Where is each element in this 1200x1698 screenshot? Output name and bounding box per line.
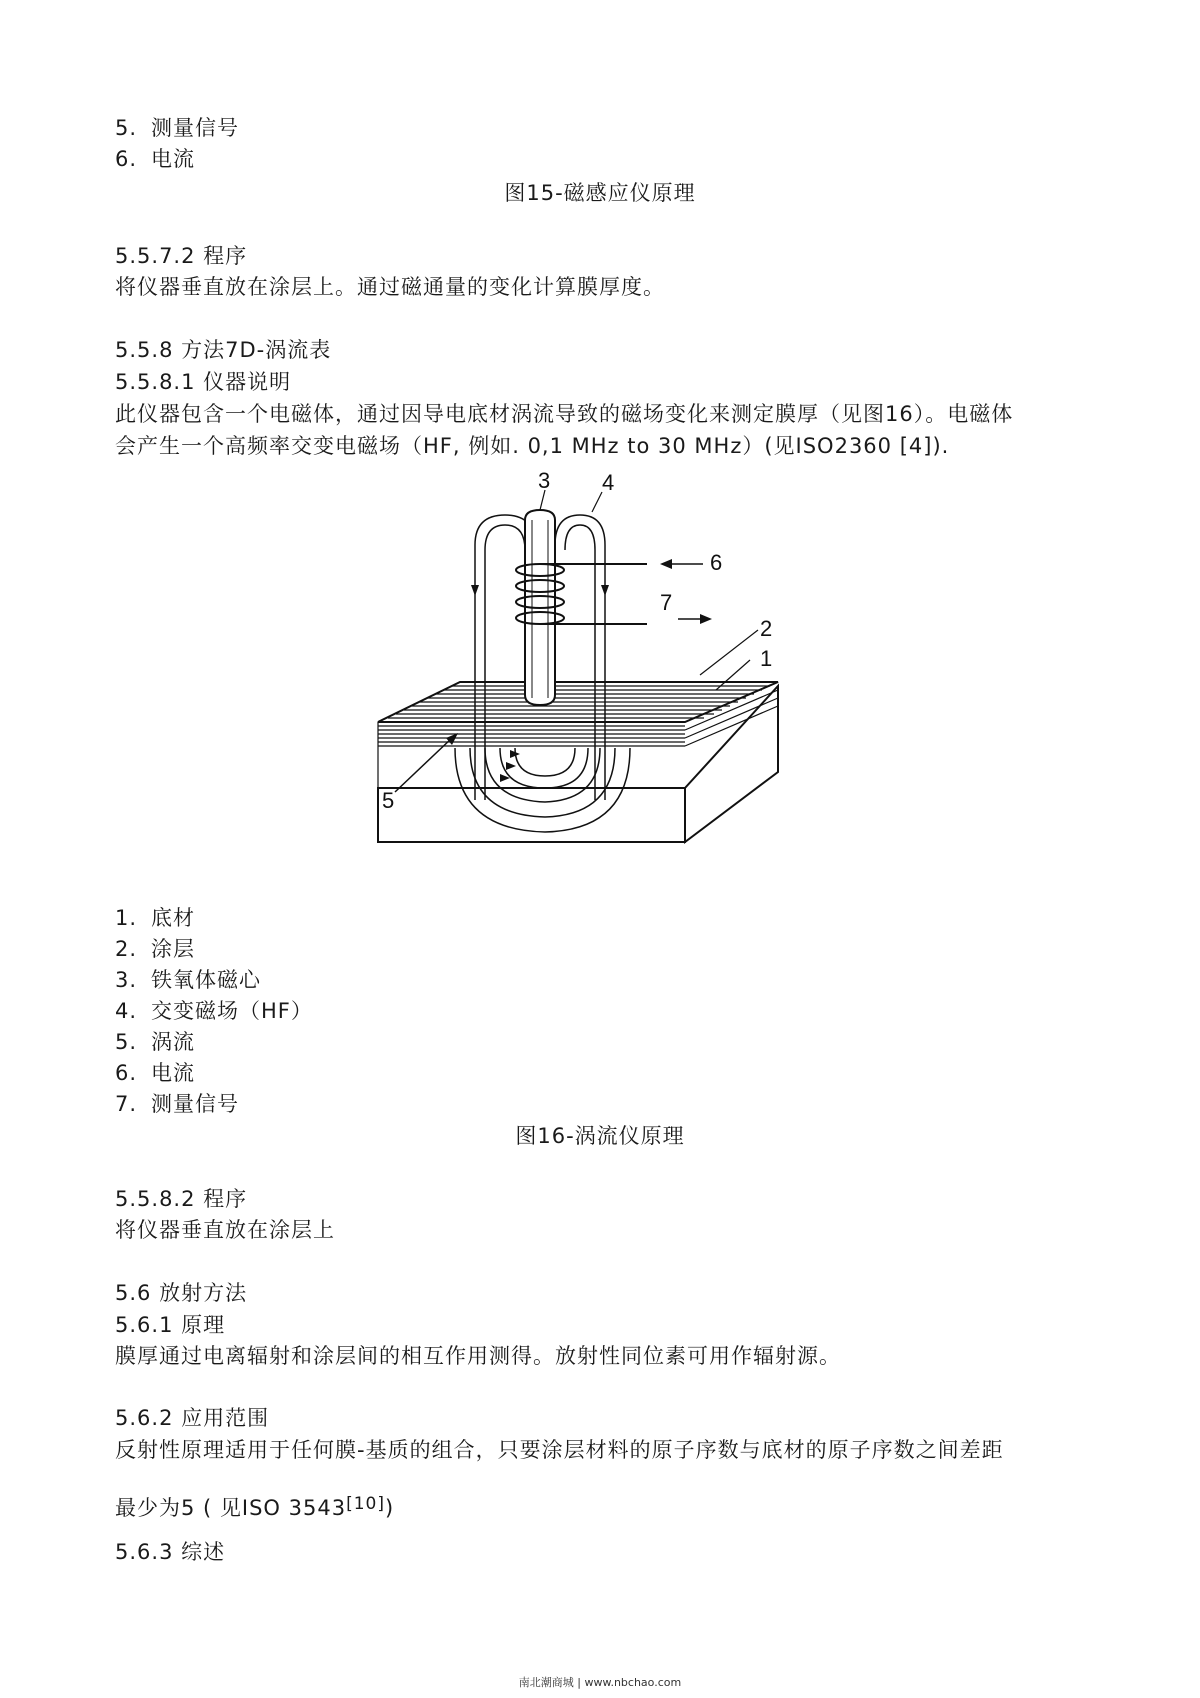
figure-16-caption: 图16-涡流仪原理 bbox=[515, 1124, 685, 1148]
list-item: 1. 底材 bbox=[115, 906, 195, 930]
paragraph-562-line2: 最少为5 ( 见ISO 3543[10]) bbox=[115, 1494, 395, 1520]
list-item: 5. 测量信号 bbox=[115, 116, 239, 140]
callout-7: 7 bbox=[660, 590, 673, 615]
field-loop-right-inner bbox=[565, 525, 595, 800]
figure-16-eddy-current-diagram bbox=[360, 470, 860, 890]
section-heading-558: 5.5.8 方法7D-涡流表 bbox=[115, 338, 332, 362]
paragraph-5581-line2: 会产生一个高频率交变电磁场（HF, 例如. 0,1 MHz to 30 MHz）(见ISO2360 [4]). bbox=[115, 434, 950, 458]
list-item: 5. 涡流 bbox=[115, 1030, 195, 1054]
section-heading-56: 5.6 放射方法 bbox=[115, 1281, 248, 1305]
callout-2: 2 bbox=[760, 616, 773, 641]
paragraph-5572: 将仪器垂直放在涂层上。通过磁通量的变化计算膜厚度。 bbox=[115, 275, 665, 299]
callout-6: 6 bbox=[710, 550, 723, 575]
callout-5: 5 bbox=[382, 788, 395, 813]
list-item: 4. 交变磁场（HF） bbox=[115, 999, 313, 1023]
field-loop-right bbox=[555, 515, 605, 800]
substrate-block bbox=[378, 788, 685, 842]
callout-1: 1 bbox=[760, 646, 773, 671]
section-heading-561: 5.6.1 原理 bbox=[115, 1313, 226, 1337]
section-heading-562: 5.6.2 应用范围 bbox=[115, 1406, 270, 1430]
section-heading-5581: 5.5.8.1 仪器说明 bbox=[115, 370, 292, 394]
section-heading-5582: 5.5.8.2 程序 bbox=[115, 1187, 248, 1211]
list-item: 6. 电流 bbox=[115, 1061, 195, 1085]
paragraph-5581-line1: 此仪器包含一个电磁体，通过因导电底材涡流导致的磁场变化来测定膜厚（见图16）。电磁体 bbox=[115, 402, 1014, 426]
list-item: 3. 铁氧体磁心 bbox=[115, 968, 261, 992]
list-item: 6. 电流 bbox=[115, 147, 195, 171]
callout-4: 4 bbox=[602, 470, 615, 495]
figure-15-caption: 图15-磁感应仪原理 bbox=[504, 181, 696, 205]
section-heading-5572: 5.5.7.2 程序 bbox=[115, 244, 248, 268]
paragraph-5582: 将仪器垂直放在涂层上 bbox=[115, 1218, 335, 1242]
paragraph-561: 膜厚通过电离辐射和涂层间的相互作用测得。放射性同位素可用作辐射源。 bbox=[115, 1344, 841, 1368]
callout-3: 3 bbox=[538, 470, 551, 493]
reference-superscript: [10] bbox=[346, 1494, 385, 1514]
paragraph-562-line1: 反射性原理适用于任何膜-基质的组合，只要涂层材料的原子序数与底材的原子序数之间差距 bbox=[115, 1438, 1004, 1462]
list-item: 7. 测量信号 bbox=[115, 1092, 239, 1116]
page-footer: 南北潮商城 | www.nbchao.com bbox=[518, 1676, 682, 1689]
section-heading-563: 5.6.3 综述 bbox=[115, 1540, 226, 1564]
list-item: 2. 涂层 bbox=[115, 937, 195, 961]
